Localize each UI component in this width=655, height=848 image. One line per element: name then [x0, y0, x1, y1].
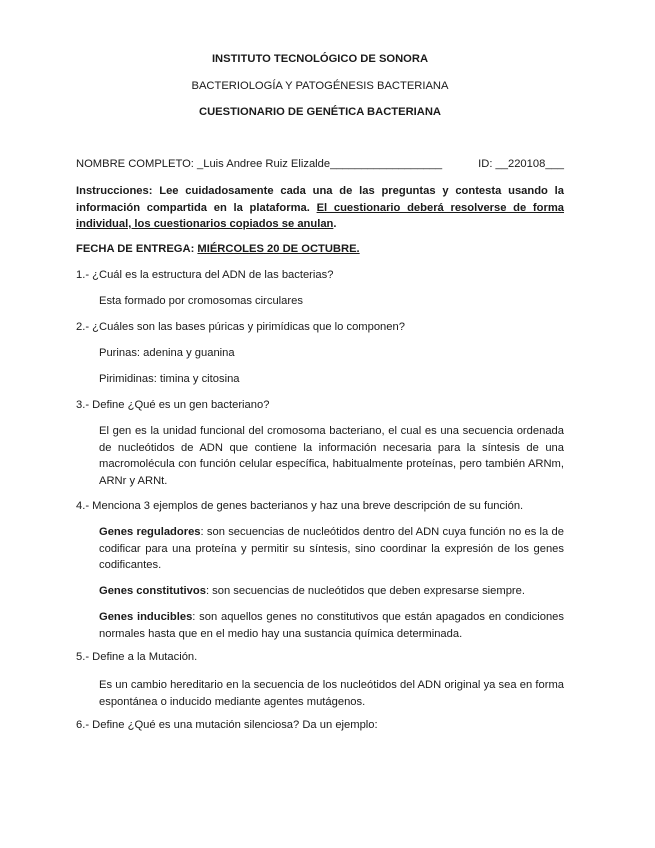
answer-1: Esta formado por cromosomas circulares: [99, 295, 303, 307]
question-3: 3.- Define ¿Qué es un gen bacteriano?: [76, 399, 270, 411]
question-2: 2.- ¿Cuáles son las bases púricas y pirimídicas que lo componen?: [76, 321, 405, 333]
question-5: 5.- Define a la Mutación.: [76, 651, 198, 663]
due-date-label: FECHA DE ENTREGA:: [76, 243, 195, 255]
question-1: 1.- ¿Cuál es la estructura del ADN de las bacterias?: [76, 269, 334, 281]
instructions-paragraph: [76, 183, 564, 233]
instructions-warning: El cuestionario deberá resolverse de forma individual, los cuestionarios copiados se anulan: [76, 201, 565, 230]
due-date-line: [76, 243, 564, 255]
desc-genes-constitutivos: : son secuencias de nucleótidos que deben expresarse siempre.: [205, 585, 525, 597]
term-genes-reguladores: Genes reguladores: [99, 526, 201, 538]
answer-4-reguladores: [99, 524, 564, 574]
instructions-end: .: [333, 218, 337, 230]
student-name-line: [76, 158, 564, 170]
student-name: NOMBRE COMPLETO: _Luis Andree Ruiz Elizalde__________________: [76, 158, 443, 170]
document-title: CUESTIONARIO DE GENÉTICA BACTERIANA: [199, 106, 441, 118]
question-6: 6.- Define ¿Qué es una mutación silenciosa? Da un ejemplo:: [76, 719, 378, 731]
answer-5: Es un cambio hereditario en la secuencia de los nucleótidos del ADN original ya sea en forma espontánea o inducido mediante agentes mutágenos.: [99, 679, 564, 708]
answer-4-inducibles: [99, 609, 564, 642]
desc-genes-inducibles: : son aquellos genes no constitutivos que están apagados en condiciones normales hasta que en el medio hay una sustancia química determinada.: [99, 611, 564, 640]
answer-2-purinas: Purinas: adenina y guanina: [99, 347, 235, 359]
answer-4-constitutivos: [99, 583, 564, 600]
question-4: 4.- Menciona 3 ejemplos de genes bacterianos y haz una breve descripción de su función.: [76, 500, 524, 512]
term-genes-constitutivos: Genes constitutivos: [99, 585, 206, 597]
desc-genes-reguladores: : son secuencias de nucleótidos dentro del ADN cuya función no es la de codificar para una proteína y permitir su síntesis, sino coordinar la expresión de los genes codificantes.: [99, 526, 564, 571]
answer-2-pirimidinas: Pirimidinas: timina y citosina: [99, 373, 240, 385]
term-genes-inducibles: Genes inducibles: [99, 611, 193, 623]
student-id: ID: __220108___: [478, 158, 564, 170]
answer-3: El gen es la unidad funcional del cromosoma bacteriano, el cual es una secuencia ordenada de nucleótidos de ADN que contiene la información necesaria para la síntesis de una macromolécula con función celular específica, habitualmente proteínas, pero también ARNm, ARNr y ARNt.: [99, 425, 564, 487]
institution-heading: INSTITUTO TECNOLÓGICO DE SONORA: [211, 53, 429, 65]
due-date-value: MIÉRCOLES 20 DE OCTUBRE.: [197, 243, 360, 255]
instructions-intro: Instrucciones: Lee cuidadosamente cada una de las preguntas y contesta usando la información compartida en la plataforma.: [76, 185, 564, 214]
course-heading: BACTERIOLOGÍA Y PATOGÉNESIS BACTERIANA: [191, 80, 449, 92]
